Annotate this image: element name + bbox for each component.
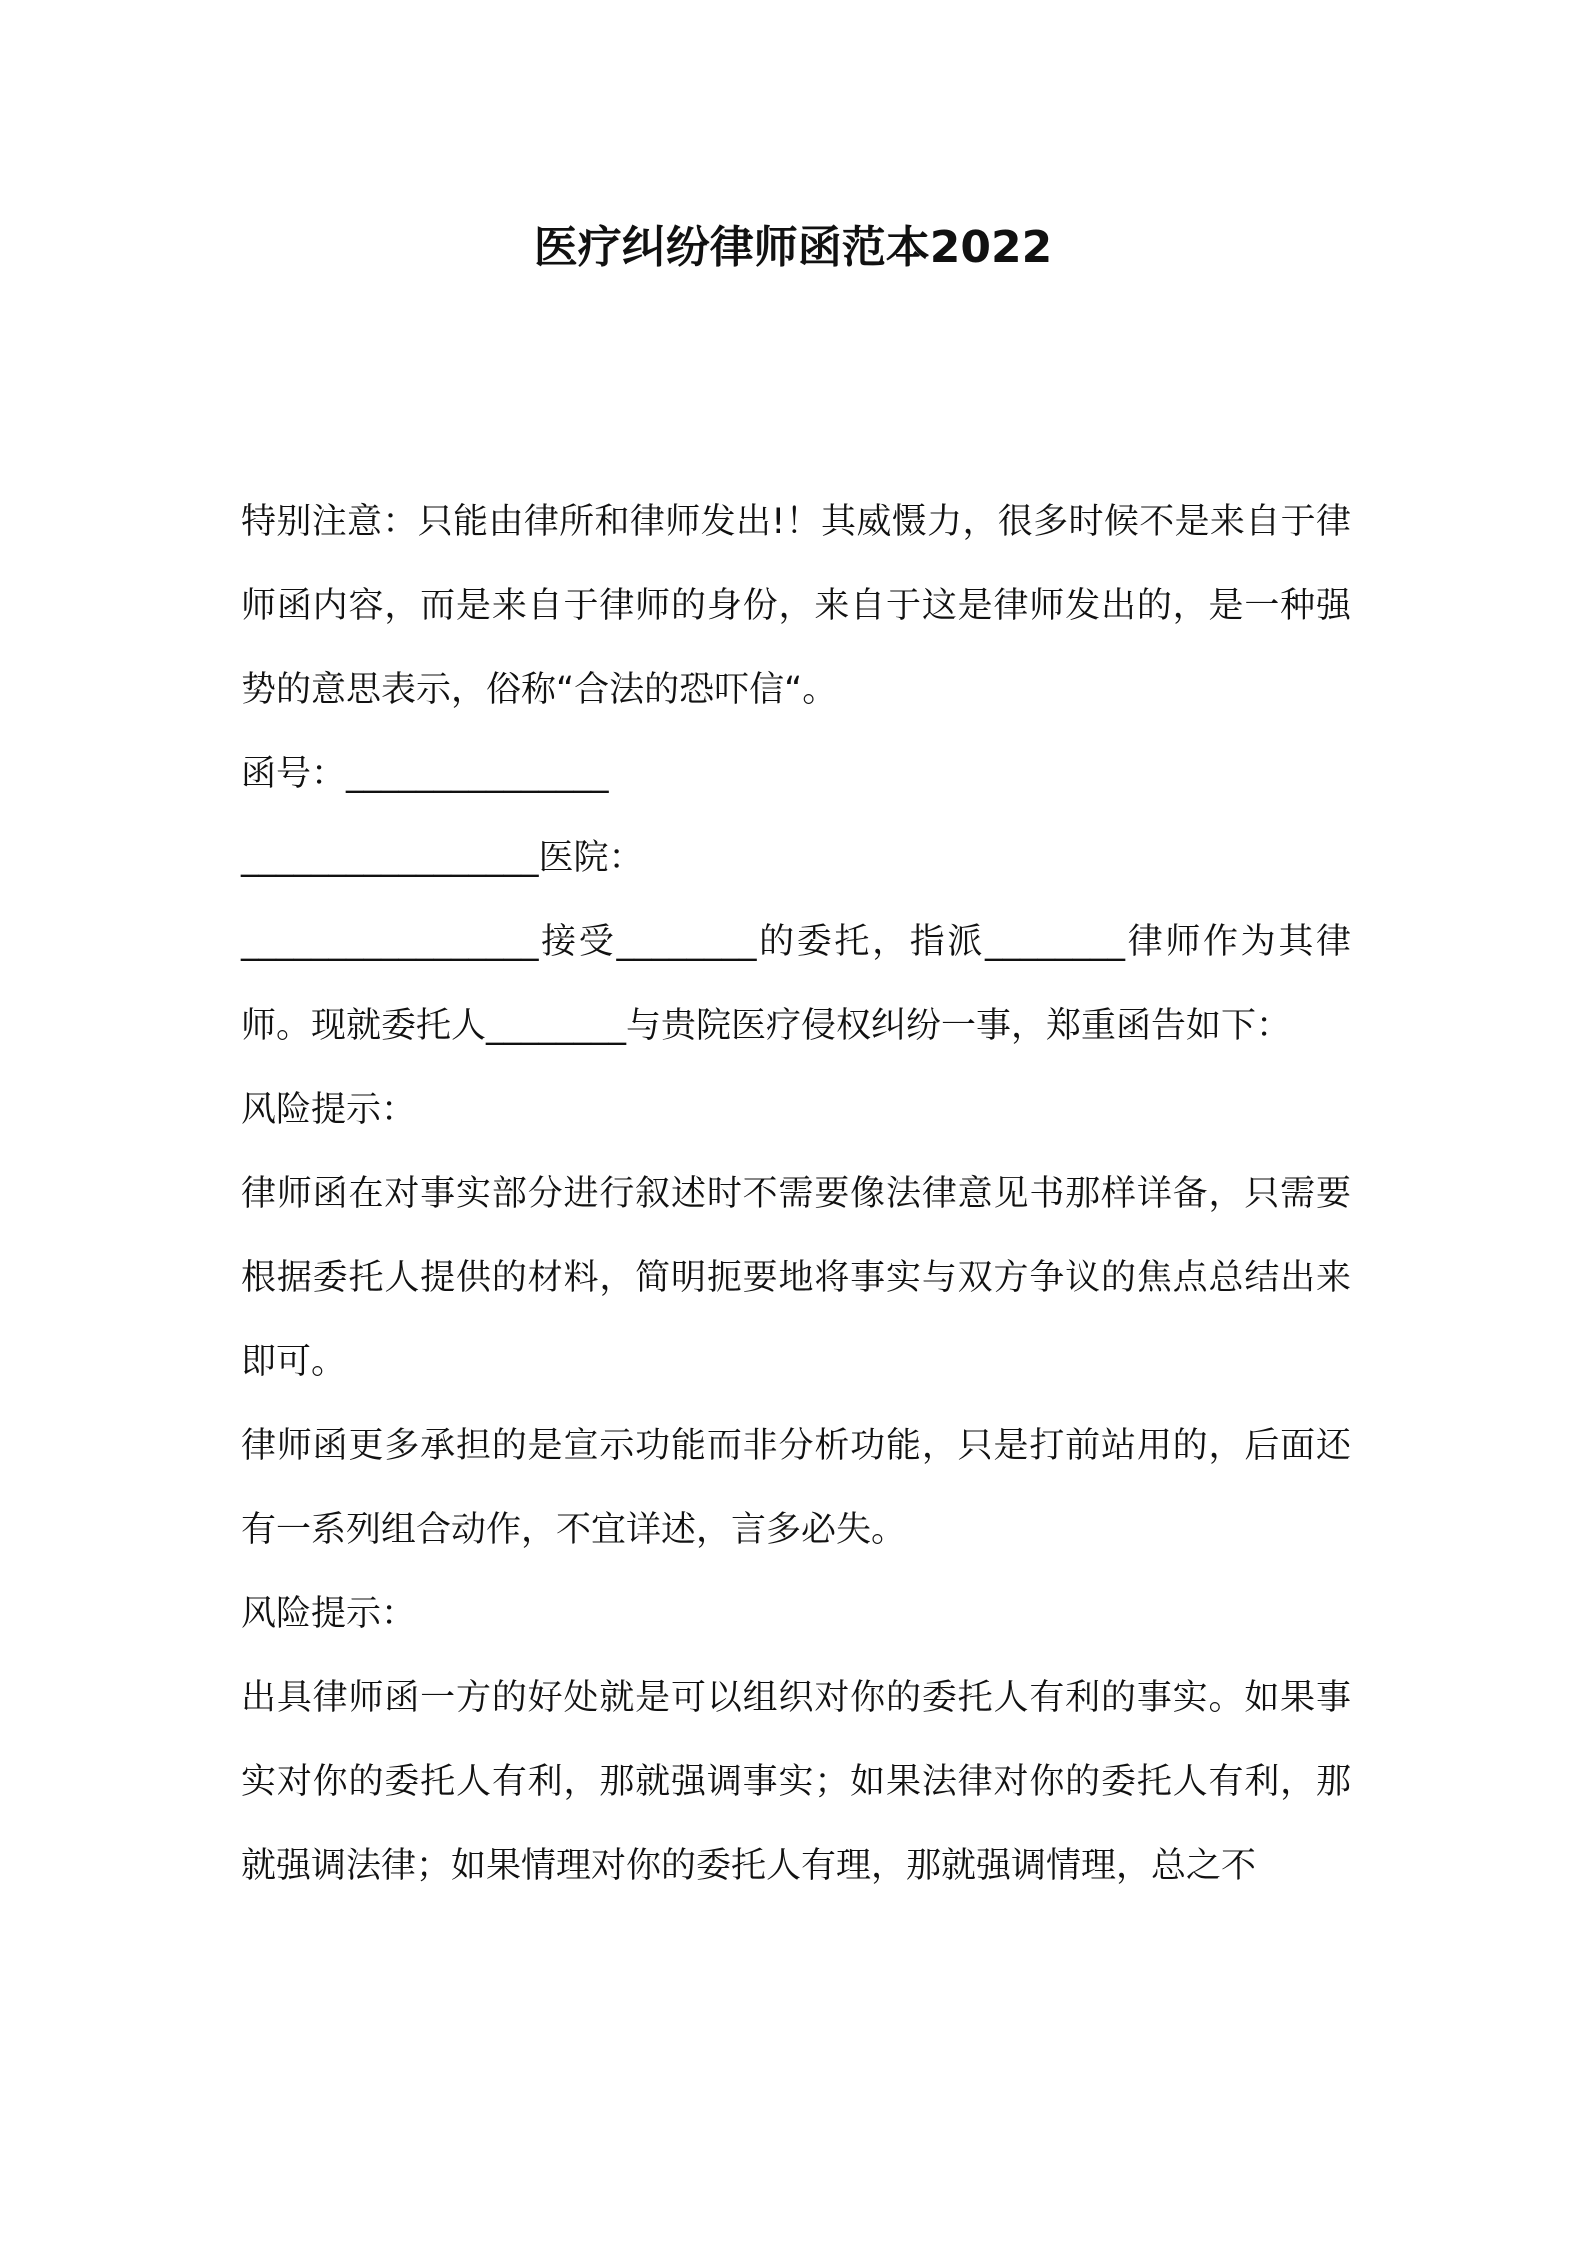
paragraph-letter-number: 函号：_______________ [241, 754, 609, 794]
paragraph-commission: _________________接受________的委托，指派________律师作为其律师。现就委托人________与贵院医疗侵权纠纷一事，郑重函告如下： [241, 922, 1351, 1046]
paragraph-hospital: _________________医院： [241, 838, 644, 878]
paragraph-risk-text-2: 律师函更多承担的是宣示功能而非分析功能，只是打前站用的，后面还有一系列组合动作，不宜详述，言多必失。 [241, 1426, 1351, 1550]
paragraph-risk-text-3: 出具律师函一方的好处就是可以组织对你的委托人有利的事实。如果事实对你的委托人有利，那就强调事实；如果法律对你的委托人有利，那就强调法律；如果情理对你的委托人有理，那就强调情理，总之不 [241, 1678, 1351, 1886]
paragraph-risk-heading-2: 风险提示： [241, 1594, 417, 1634]
paragraph-special-notice: 特别注意：只能由律所和律师发出!！其威慑力，很多时候不是来自于律师函内容，而是来自于律师的身份，来自于这是律师发出的，是一种强势的意思表示，俗称“合法的恐吓信“。 [241, 502, 1351, 710]
document-body [241, 480, 1351, 1908]
paragraph-risk-heading-1: 风险提示： [241, 1090, 417, 1130]
document-title: 医疗纠纷律师函范本2022 [533, 222, 1053, 273]
paragraph-risk-text-1: 律师函在对事实部分进行叙述时不需要像法律意见书那样详备，只需要根据委托人提供的材料，简明扼要地将事实与双方争议的焦点总结出来即可。 [241, 1174, 1351, 1382]
